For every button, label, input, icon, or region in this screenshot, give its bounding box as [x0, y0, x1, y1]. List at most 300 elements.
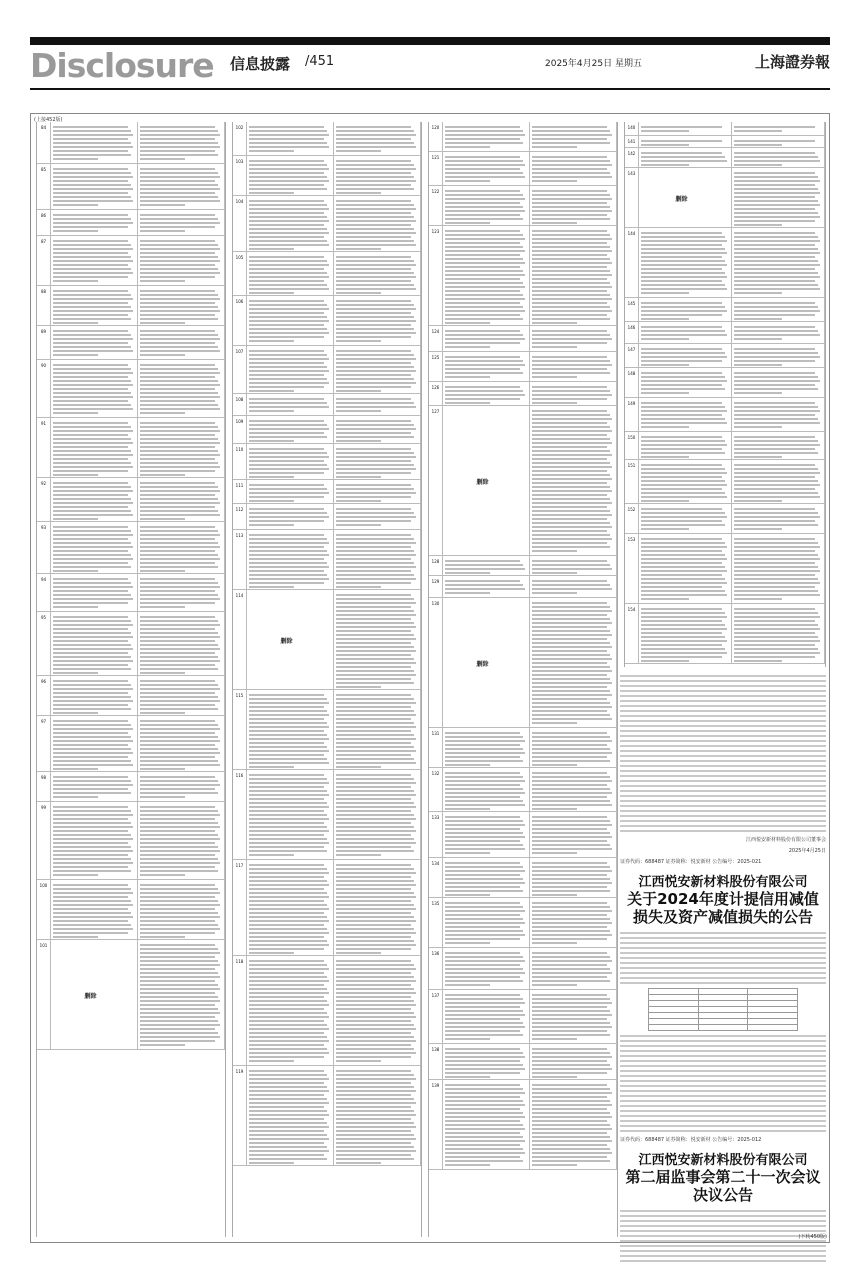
original-clause-cell [639, 398, 732, 431]
table-row [233, 394, 421, 416]
revised-clause-cell [138, 236, 225, 285]
revised-clause-cell [334, 122, 421, 155]
row-number: 102 [233, 122, 247, 155]
table-row [625, 604, 825, 664]
revised-clause-cell [334, 346, 421, 393]
original-clause-cell [443, 382, 530, 405]
row-number: 117 [233, 860, 247, 955]
original-clause-cell [247, 444, 334, 479]
table-row [625, 148, 825, 168]
announcement-1 [620, 672, 826, 1265]
impairment-table [648, 988, 798, 1031]
original-clause-cell [247, 346, 334, 393]
table-row [233, 252, 421, 296]
table-row [429, 352, 617, 382]
table-row [233, 296, 421, 346]
original-clause-cell [247, 416, 334, 443]
table-row [429, 122, 617, 152]
table-row [233, 196, 421, 252]
table-row [37, 940, 225, 1050]
original-clause-cell [639, 322, 732, 343]
row-number: 92 [37, 478, 51, 521]
row-number: 142 [625, 148, 639, 167]
row-number: 85 [37, 164, 51, 209]
row-number: 120 [429, 122, 443, 151]
original-clause-cell [51, 360, 138, 417]
row-number: 134 [429, 858, 443, 897]
table-row [37, 772, 225, 802]
table-row [429, 858, 617, 898]
revised-clause-cell [530, 728, 617, 767]
table-row [429, 152, 617, 186]
revised-clause-cell [334, 956, 421, 1065]
table-row [233, 504, 421, 530]
table-row [429, 948, 617, 990]
original-clause-cell [639, 136, 732, 147]
revised-clause-cell [732, 298, 825, 321]
table-row [429, 406, 617, 556]
row-number: 97 [37, 716, 51, 771]
original-clause-cell [51, 772, 138, 801]
revised-clause-cell [138, 612, 225, 675]
revised-clause-cell [530, 1044, 617, 1079]
revised-clause-cell [732, 136, 825, 147]
original-clause-cell [51, 236, 138, 285]
table-row [625, 534, 825, 604]
row-number: 132 [429, 768, 443, 811]
masthead-rule [30, 88, 830, 90]
deleted-label: 删除 [476, 479, 489, 486]
revised-clause-cell [138, 478, 225, 521]
revised-clause-cell [138, 880, 225, 939]
revised-clause-cell [138, 360, 225, 417]
table-row [429, 326, 617, 352]
row-number: 116 [233, 770, 247, 859]
row-number: 145 [625, 298, 639, 321]
original-clause-cell [247, 504, 334, 529]
table-row [37, 210, 225, 236]
revised-clause-cell [334, 690, 421, 769]
row-number: 100 [37, 880, 51, 939]
original-clause-cell [51, 326, 138, 359]
revised-clause-cell [530, 812, 617, 857]
row-number: 112 [233, 504, 247, 529]
original-clause-cell [51, 716, 138, 771]
table-row [625, 504, 825, 534]
deleted-label: 删除 [84, 993, 97, 1000]
row-number: 89 [37, 326, 51, 359]
row-number: 91 [37, 418, 51, 477]
revised-clause-cell [732, 604, 825, 663]
revised-clause-cell [732, 122, 825, 135]
row-number: 129 [429, 576, 443, 597]
row-number: 114 [233, 590, 247, 689]
signature-date: 2025年4月25日 [788, 848, 826, 854]
table-row [429, 598, 617, 728]
original-clause-cell [247, 394, 334, 415]
row-number: 122 [429, 186, 443, 225]
revised-clause-cell [334, 416, 421, 443]
row-number: 121 [429, 152, 443, 185]
row-number: 86 [37, 210, 51, 235]
original-clause-cell [639, 344, 732, 367]
table-row [233, 770, 421, 860]
deleted-label: 删除 [675, 196, 688, 203]
original-clause-cell [639, 298, 732, 321]
table-row [429, 186, 617, 226]
row-number: 115 [233, 690, 247, 769]
revised-clause-cell [530, 948, 617, 989]
original-clause-cell [443, 768, 530, 811]
revised-clause-cell [138, 418, 225, 477]
table-row [429, 1044, 617, 1080]
announcement-2-meta: 证券代码：688487 证券简称：悦安新材 公告编号：2025-012 [620, 1137, 762, 1143]
original-clause-cell [639, 504, 732, 533]
revised-clause-cell [138, 940, 225, 1049]
table-row [429, 812, 617, 858]
announcement-meta: 证券代码：688487 证券简称：悦安新材 公告编号：2025-021 [620, 859, 762, 865]
revised-clause-cell [530, 556, 617, 575]
revised-clause-cell [732, 368, 825, 397]
revised-clause-cell [530, 122, 617, 151]
original-clause-cell [51, 478, 138, 521]
revised-clause-cell [138, 716, 225, 771]
row-number: 130 [429, 598, 443, 727]
table-row [37, 612, 225, 676]
original-clause-cell [443, 122, 530, 151]
table-row [233, 346, 421, 394]
table-row [37, 478, 225, 522]
revised-clause-cell [732, 344, 825, 367]
revised-clause-cell [530, 352, 617, 381]
original-clause-cell [443, 186, 530, 225]
revised-clause-cell [732, 432, 825, 459]
row-number: 110 [233, 444, 247, 479]
original-clause-cell [443, 406, 530, 555]
row-number: 119 [233, 1066, 247, 1165]
original-clause-cell [443, 1044, 530, 1079]
row-number: 124 [429, 326, 443, 351]
revised-clause-cell [732, 460, 825, 503]
original-clause-cell [51, 612, 138, 675]
table-row [625, 398, 825, 432]
revised-clause-cell [732, 398, 825, 431]
original-clause-cell [639, 168, 732, 227]
table-row [625, 136, 825, 148]
table-row [37, 286, 225, 326]
revised-clause-cell [334, 1066, 421, 1165]
row-number: 126 [429, 382, 443, 405]
original-clause-cell [247, 196, 334, 251]
revised-clause-cell [138, 802, 225, 879]
table-row [233, 122, 421, 156]
row-number: 105 [233, 252, 247, 295]
row-number: 123 [429, 226, 443, 325]
row-number: 143 [625, 168, 639, 227]
row-number: 94 [37, 574, 51, 611]
page-number: /451 [305, 54, 335, 69]
row-number: 152 [625, 504, 639, 533]
revised-clause-cell [334, 296, 421, 345]
revised-clause-cell [138, 574, 225, 611]
original-clause-cell [51, 286, 138, 325]
revised-clause-cell [138, 326, 225, 359]
original-clause-cell [51, 210, 138, 235]
original-clause-cell [639, 228, 732, 297]
table-row [233, 416, 421, 444]
table-row [429, 226, 617, 326]
table-row [429, 382, 617, 406]
table-row [233, 590, 421, 690]
table-column-1 [36, 122, 226, 1237]
table-row [37, 522, 225, 574]
original-clause-cell [51, 880, 138, 939]
row-number: 140 [625, 122, 639, 135]
row-number: 138 [429, 1044, 443, 1079]
row-number: 153 [625, 534, 639, 603]
table-row [37, 880, 225, 940]
row-number: 84 [37, 122, 51, 163]
original-clause-cell [639, 148, 732, 167]
original-clause-cell [443, 948, 530, 989]
continued-label: (下转450版) [798, 1234, 827, 1240]
row-number: 103 [233, 156, 247, 195]
original-clause-cell [639, 534, 732, 603]
table-column-4 [624, 122, 826, 667]
row-number: 107 [233, 346, 247, 393]
revised-clause-cell [530, 226, 617, 325]
table-row [37, 122, 225, 164]
row-number: 141 [625, 136, 639, 147]
revised-clause-cell [530, 382, 617, 405]
row-number: 125 [429, 352, 443, 381]
table-row [625, 344, 825, 368]
row-number: 135 [429, 898, 443, 947]
table-row [233, 860, 421, 956]
original-clause-cell [443, 858, 530, 897]
table-row [233, 690, 421, 770]
revised-clause-cell [138, 676, 225, 715]
revised-clause-cell [530, 186, 617, 225]
table-row [37, 360, 225, 418]
original-clause-cell [639, 368, 732, 397]
original-clause-cell [247, 156, 334, 195]
revised-clause-cell [530, 576, 617, 597]
deleted-label: 删除 [476, 661, 489, 668]
original-clause-cell [639, 460, 732, 503]
masthead [30, 47, 830, 85]
row-number: 95 [37, 612, 51, 675]
original-clause-cell [247, 480, 334, 503]
revised-clause-cell [334, 444, 421, 479]
original-clause-cell [443, 326, 530, 351]
revised-clause-cell [530, 768, 617, 811]
row-number: 127 [429, 406, 443, 555]
table-row [37, 236, 225, 286]
row-number: 137 [429, 990, 443, 1043]
company-name: 江西悦安新材料股份有限公司 [638, 875, 808, 890]
row-number: 133 [429, 812, 443, 857]
table-row [233, 530, 421, 590]
row-number: 109 [233, 416, 247, 443]
row-number: 90 [37, 360, 51, 417]
row-number: 151 [625, 460, 639, 503]
revised-clause-cell [334, 504, 421, 529]
table-row [37, 326, 225, 360]
revised-clause-cell [732, 168, 825, 227]
revised-clause-cell [732, 148, 825, 167]
original-clause-cell [443, 990, 530, 1043]
revised-clause-cell [138, 164, 225, 209]
revised-clause-cell [138, 210, 225, 235]
original-clause-cell [443, 728, 530, 767]
revised-clause-cell [732, 534, 825, 603]
revised-clause-cell [732, 504, 825, 533]
original-clause-cell [51, 802, 138, 879]
row-number: 128 [429, 556, 443, 575]
revised-clause-cell [530, 152, 617, 185]
revised-clause-cell [334, 480, 421, 503]
row-number: 148 [625, 368, 639, 397]
original-clause-cell [639, 604, 732, 663]
original-clause-cell [443, 812, 530, 857]
revised-clause-cell [530, 1080, 617, 1169]
original-clause-cell [443, 576, 530, 597]
original-clause-cell [443, 1080, 530, 1169]
continued-from-label: (上接452版) [34, 117, 63, 123]
original-clause-cell [51, 164, 138, 209]
top-rule [30, 37, 830, 45]
original-clause-cell [247, 770, 334, 859]
original-clause-cell [443, 226, 530, 325]
revised-clause-cell [732, 322, 825, 343]
row-number: 118 [233, 956, 247, 1065]
row-number: 146 [625, 322, 639, 343]
original-clause-cell [247, 1066, 334, 1165]
table-row [233, 444, 421, 480]
revised-clause-cell [138, 772, 225, 801]
table-row [37, 164, 225, 210]
table-row [625, 122, 825, 136]
announcement-title: 关于2024年度计提信用减值损失及资产减值损失的公告 [627, 890, 819, 926]
table-row [233, 956, 421, 1066]
original-clause-cell [247, 296, 334, 345]
original-clause-cell [247, 590, 334, 689]
table-row [429, 576, 617, 598]
row-number: 96 [37, 676, 51, 715]
dateline: 2025年4月25日 星期五 [545, 59, 642, 69]
original-clause-cell [247, 690, 334, 769]
original-clause-cell [247, 252, 334, 295]
revised-clause-cell [530, 598, 617, 727]
revised-clause-cell [334, 252, 421, 295]
table-column-2 [232, 122, 422, 1237]
table-row [429, 990, 617, 1044]
original-clause-cell [247, 122, 334, 155]
row-number: 111 [233, 480, 247, 503]
original-clause-cell [51, 418, 138, 477]
original-clause-cell [51, 574, 138, 611]
table-row [37, 574, 225, 612]
row-number: 98 [37, 772, 51, 801]
table-row [429, 728, 617, 768]
row-number: 87 [37, 236, 51, 285]
revised-clause-cell [334, 394, 421, 415]
table-row [625, 228, 825, 298]
row-number: 139 [429, 1080, 443, 1169]
revised-clause-cell [334, 770, 421, 859]
table-row [429, 556, 617, 576]
row-number: 93 [37, 522, 51, 573]
table-row [37, 418, 225, 478]
revised-clause-cell [334, 196, 421, 251]
row-number: 108 [233, 394, 247, 415]
row-number: 99 [37, 802, 51, 879]
revised-clause-cell [530, 898, 617, 947]
original-clause-cell [443, 598, 530, 727]
original-clause-cell [51, 122, 138, 163]
original-clause-cell [247, 530, 334, 589]
table-row [625, 432, 825, 460]
table-column-3 [428, 122, 618, 1237]
table-row [233, 156, 421, 196]
table-row [233, 480, 421, 504]
original-clause-cell [51, 676, 138, 715]
revised-clause-cell [138, 286, 225, 325]
table-row [429, 768, 617, 812]
table-row [429, 898, 617, 948]
table-row [37, 676, 225, 716]
revised-clause-cell [334, 156, 421, 195]
revised-clause-cell [334, 530, 421, 589]
revised-clause-cell [138, 122, 225, 163]
row-number: 144 [625, 228, 639, 297]
row-number: 154 [625, 604, 639, 663]
revised-clause-cell [530, 326, 617, 351]
original-clause-cell [639, 122, 732, 135]
original-clause-cell [443, 352, 530, 381]
original-clause-cell [443, 556, 530, 575]
table-row [37, 802, 225, 880]
original-clause-cell [51, 940, 138, 1049]
table-row [233, 1066, 421, 1166]
original-clause-cell [639, 432, 732, 459]
row-number: 149 [625, 398, 639, 431]
table-row [625, 368, 825, 398]
revised-clause-cell [530, 990, 617, 1043]
table-row [429, 1080, 617, 1170]
original-clause-cell [443, 152, 530, 185]
revised-clause-cell [334, 860, 421, 955]
row-number: 147 [625, 344, 639, 367]
original-clause-cell [247, 860, 334, 955]
table-row [37, 716, 225, 772]
row-number: 113 [233, 530, 247, 589]
original-clause-cell [443, 898, 530, 947]
revised-clause-cell [138, 522, 225, 573]
row-number: 104 [233, 196, 247, 251]
row-number: 101 [37, 940, 51, 1049]
table-row [625, 168, 825, 228]
row-number: 106 [233, 296, 247, 345]
announcement-2-title: 第二届监事会第二十一次会议决议公告 [625, 1168, 821, 1204]
announcement-2-company: 江西悦安新材料股份有限公司 [638, 1153, 808, 1168]
brand-word: Disclosure [30, 46, 214, 85]
table-row [625, 298, 825, 322]
deleted-label: 删除 [280, 638, 293, 645]
board-signature: 江西悦安新材料股份有限公司董事会 [745, 837, 826, 843]
revised-clause-cell [334, 590, 421, 689]
